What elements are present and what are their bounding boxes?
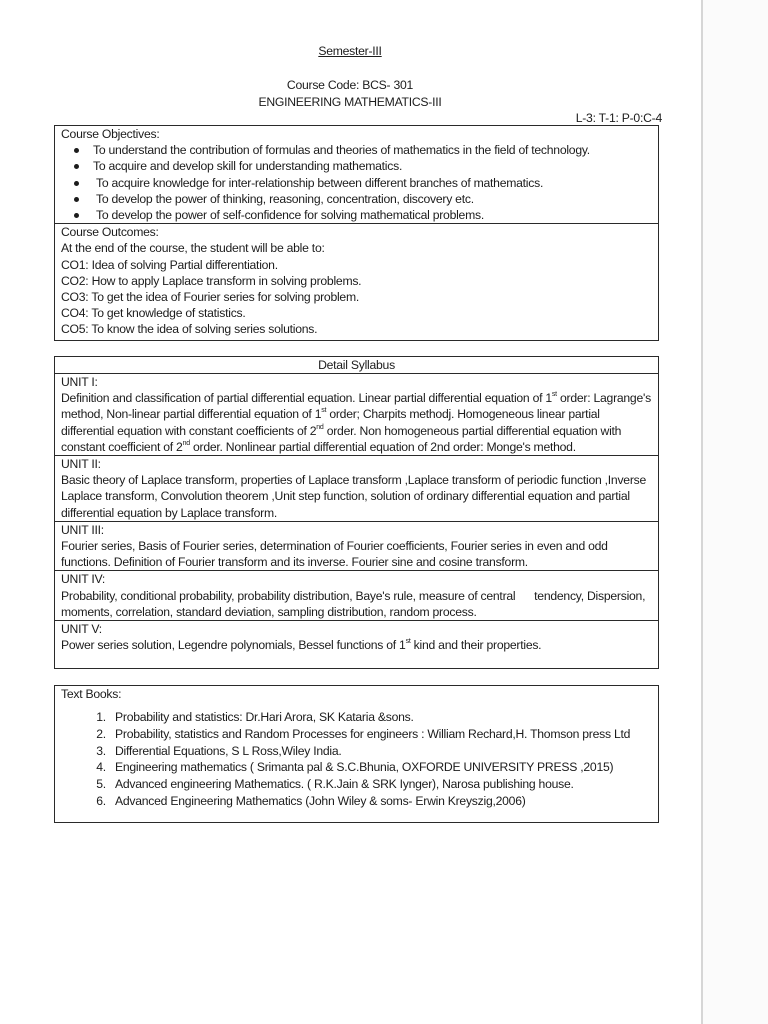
unit-3 <box>55 521 658 571</box>
objective-item: To develop the power of self-confidence for solving mathematical problems. <box>71 207 652 223</box>
outcome-item <box>61 289 652 305</box>
textbooks-list <box>55 709 658 810</box>
superscript: st <box>551 391 557 399</box>
unit-text: order; Charpits methodj. Homogeneous linear partial differential equation with constant coefficients of 2 <box>61 407 600 438</box>
unit-content: Fourier series, Basis of Fourier series, determination of Fourier coefficients, Fourier series in even and odd functions. Definition of Fourier transform and its inverse. Fourier sine and cosine transform. <box>61 539 608 570</box>
outcome-item <box>61 273 652 289</box>
outcome-tag: CO3: <box>61 290 89 305</box>
outcome-item <box>61 257 652 273</box>
unit-2 <box>55 455 658 521</box>
unit-title: UNIT I: <box>61 375 98 389</box>
unit-1 <box>55 373 658 455</box>
outcome-text: To get knowledge of statistics. <box>91 306 246 321</box>
outcome-text: Idea of solving Partial differentiation. <box>91 257 278 272</box>
outcome-text: How to apply Laplace transform in solving problems. <box>91 273 362 288</box>
outcomes-intro: At the end of the course, the student will be able to: <box>61 241 325 256</box>
superscript: nd <box>316 423 324 431</box>
unit-title: UNIT IV: <box>61 572 106 587</box>
textbook-item: 3. Differential Equations, S L Ross,Wiley India. <box>109 743 658 760</box>
unit-text: order. Nonlinear partial differential equation of 2nd order: Monge's method. <box>189 439 576 454</box>
unit-content: Probability, conditional probability, probability distribution, Baye's rule, measure of central tendency, Dispersion, moments, correlation, standard deviation, sampling distribution, random process. <box>61 588 649 619</box>
unit-title: UNIT II: <box>61 457 101 472</box>
course-outcomes-section <box>55 223 658 337</box>
outcome-tag: CO5: <box>61 322 89 337</box>
text-books-box <box>54 685 659 823</box>
objective-item: To develop the power of thinking, reasoning, concentration, discovery etc. <box>71 191 652 207</box>
syllabus-title: Detail Syllabus <box>318 358 395 372</box>
semester-heading: Semester-III <box>318 44 382 58</box>
textbook-item: 6. Advanced Engineering Mathematics (John Wiley & soms- Erwin Kreyszig,2006) <box>109 793 658 810</box>
objective-item: To acquire knowledge for inter-relationship between different branches of mathematics. <box>71 175 652 191</box>
textbook-item: 5. Advanced engineering Mathematics. ( R.K.Jain & SRK Iynger), Narosa publishing house. <box>109 776 658 793</box>
unit-4 <box>55 570 658 620</box>
textbook-item: 1. Probability and statistics: Dr.Hari Arora, SK Kataria &sons. <box>109 709 658 726</box>
course-code: Course Code: BCS- 301 <box>286 78 414 92</box>
unit-title: UNIT III: <box>61 522 104 537</box>
objectives-list <box>61 142 652 223</box>
unit-text: Power series solution, Legendre polynomials, Bessel functions of 1 <box>61 638 406 653</box>
unit-text: Definition and classification of partial differential equation. Linear partial differential equation of 1 <box>61 391 552 406</box>
unit-text: order: Lagrange's method, Non-linear partial differential equation of 1 <box>61 391 651 422</box>
outcome-text: To get the idea of Fourier series for solving problem. <box>91 290 360 305</box>
outcome-item <box>61 305 652 321</box>
outcome-tag: CO1: <box>61 257 89 272</box>
textbook-item: 2. Probability, statistics and Random Processes for engineers : William Rechard,H. Thomson press Ltd <box>109 726 658 743</box>
page-margin <box>703 0 768 1024</box>
outcome-tag: CO2: <box>61 273 89 288</box>
outcome-tag: CO4: <box>61 306 89 321</box>
outcomes-title: Course Outcomes: <box>61 225 159 240</box>
unit-text: order. Non homogeneous partial differential equation with constant coefficient of 2 <box>61 423 622 454</box>
page-edge-divider <box>701 0 703 1024</box>
outcome-item <box>61 321 652 337</box>
superscript: nd <box>182 439 190 447</box>
objectives-title: Course Objectives: <box>61 127 160 141</box>
detail-syllabus-box <box>54 356 659 669</box>
unit-content <box>61 390 652 455</box>
textbook-item: 4. Engineering mathematics ( Srimanta pal & S.C.Bhunia, OXFORDE UNIVERSITY PRESS ,2015) <box>109 759 658 776</box>
objectives-outcomes-box <box>54 125 659 341</box>
credit-structure: L-3: T-1: P-0:C-4 <box>575 111 662 125</box>
objective-item: To acquire and develop skill for understanding mathematics. <box>71 158 652 174</box>
superscript: st <box>321 407 327 415</box>
textbooks-title: Text Books: <box>61 687 122 701</box>
unit-5 <box>55 620 658 653</box>
unit-content <box>61 637 652 653</box>
course-title: ENGINEERING MATHEMATICS-III <box>258 95 442 109</box>
outcome-text: To know the idea of solving series solutions. <box>91 322 318 337</box>
unit-title: UNIT V: <box>61 622 102 637</box>
course-objectives-section <box>55 126 658 223</box>
superscript: st <box>405 638 411 646</box>
unit-text: kind and their properties. <box>410 638 542 653</box>
unit-content: Basic theory of Laplace transform, properties of Laplace transform ,Laplace transform of periodic function ,Inverse Laplace transform, Convolution theorem ,Unit step function, solution of ordinary differential equation and partial differential equation by Laplace transform. <box>61 473 646 520</box>
objective-item: To understand the contribution of formulas and theories of mathematics in the field of technology. <box>71 142 652 158</box>
